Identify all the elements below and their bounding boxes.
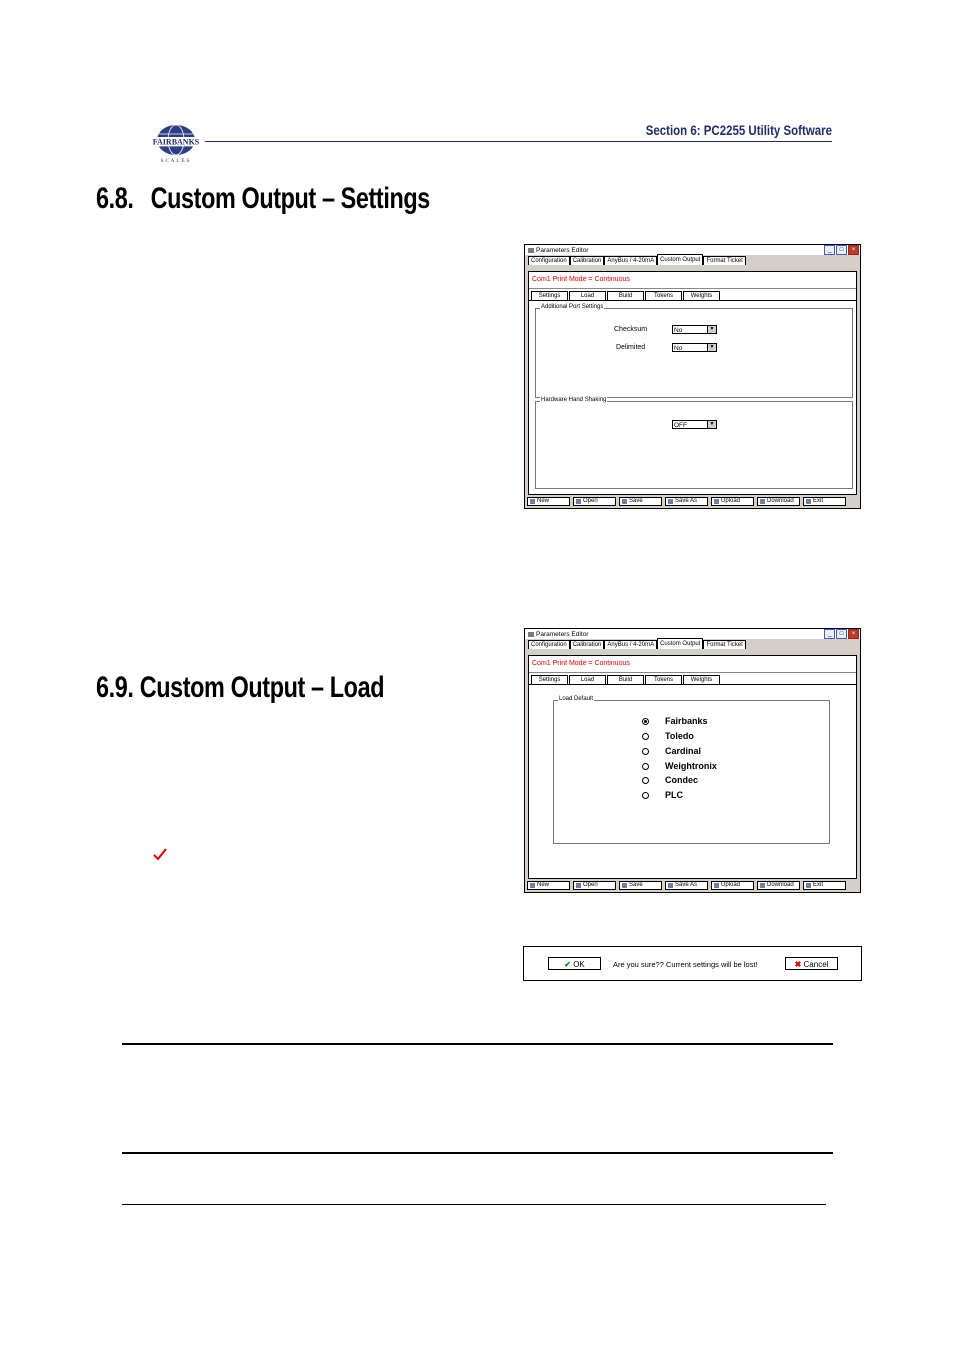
- maximize-button[interactable]: □: [836, 245, 847, 255]
- delimited-value: No: [674, 345, 683, 352]
- tab-custom-output[interactable]: Custom Output: [657, 638, 703, 649]
- header-rule: [205, 141, 832, 142]
- subtab-load[interactable]: Load: [569, 675, 606, 685]
- tab-configuration[interactable]: Configuration: [528, 256, 570, 265]
- radio-option-fairbanks[interactable]: Fairbanks: [642, 716, 708, 726]
- save-icon: [622, 883, 627, 888]
- new-button[interactable]: New: [527, 881, 570, 890]
- additional-port-settings-group: [535, 304, 853, 398]
- ok-button[interactable]: [548, 957, 601, 970]
- group-title: Load Default: [559, 696, 594, 702]
- x-icon: ✖: [794, 960, 802, 969]
- save-as-button[interactable]: Save As: [665, 497, 708, 506]
- window-title: Parameters Editor: [536, 246, 589, 254]
- rule-top: [122, 1043, 833, 1045]
- confirm-message: Are you sure?? Current settings will be lost!: [613, 960, 758, 969]
- radio-option-cardinal[interactable]: Cardinal: [642, 746, 701, 756]
- radio-icon: [642, 748, 649, 755]
- print-mode-status: Com1 Print Mode = Continuous: [532, 660, 630, 667]
- minimize-button[interactable]: _: [824, 245, 835, 255]
- section-title: Custom Output – Settings: [150, 182, 430, 215]
- exit-icon: [806, 499, 811, 504]
- download-icon: [760, 499, 765, 504]
- download-button[interactable]: Download: [757, 497, 800, 506]
- tab-custom-output[interactable]: Custom Output: [657, 254, 703, 265]
- open-icon: [576, 883, 581, 888]
- parameters-editor-window-settings: [524, 244, 861, 509]
- upload-button[interactable]: Upload: [711, 497, 754, 506]
- section-title: Custom Output – Load: [139, 671, 385, 704]
- download-icon: [760, 883, 765, 888]
- save-icon: [622, 499, 627, 504]
- new-button[interactable]: New: [527, 497, 570, 506]
- radio-icon: [642, 718, 649, 725]
- radio-icon: [642, 733, 649, 740]
- new-icon: [530, 499, 535, 504]
- exit-button[interactable]: Exit: [803, 497, 846, 506]
- svg-text:FAIRBANKS: FAIRBANKS: [152, 137, 200, 147]
- print-mode-status: Com1 Print Mode = Continuous: [532, 276, 630, 283]
- upload-icon: [714, 499, 719, 504]
- check-mark-icon: [152, 846, 168, 862]
- fairbanks-logo: [145, 124, 207, 164]
- delimited-select[interactable]: [672, 343, 717, 352]
- rule-bottom: [122, 1152, 833, 1154]
- bottom-toolbar: [525, 881, 860, 890]
- handshaking-select[interactable]: [672, 420, 717, 429]
- chevron-down-icon: ▼: [707, 421, 716, 428]
- checksum-label: Checksum: [614, 326, 648, 333]
- section-number: 6.9.: [96, 671, 134, 704]
- cancel-button[interactable]: [785, 957, 838, 970]
- main-tabs: [525, 639, 860, 649]
- divider: [529, 672, 856, 673]
- section-label: Section 6: PC2255 Utility Software: [645, 122, 832, 138]
- group-title: Hardware Hand Shaking: [541, 397, 607, 403]
- upload-icon: [714, 883, 719, 888]
- close-button[interactable]: ×: [848, 245, 859, 255]
- minimize-button[interactable]: _: [824, 629, 835, 639]
- tab-format-ticket[interactable]: Format Ticket: [703, 256, 745, 265]
- subtab-baseline: [529, 300, 856, 301]
- subtab-settings[interactable]: Settings: [531, 675, 568, 685]
- subtab-weights[interactable]: Weights: [683, 675, 720, 685]
- section-heading-load: [96, 671, 384, 705]
- custom-output-panel: [528, 271, 857, 495]
- tab-anybus[interactable]: AnyBus / 4-20mA: [604, 640, 657, 649]
- delimited-label: Delimited: [616, 344, 646, 351]
- ok-label: OK: [573, 960, 585, 969]
- subtab-settings[interactable]: Settings: [531, 291, 568, 301]
- tab-calibration[interactable]: Calibration: [570, 640, 605, 649]
- section-number: 6.8.: [96, 182, 134, 215]
- save-as-icon: [668, 883, 673, 888]
- open-icon: [576, 499, 581, 504]
- radio-icon: [642, 777, 649, 784]
- save-button[interactable]: Save: [619, 881, 662, 890]
- confirm-dialog: [523, 946, 862, 981]
- bottom-toolbar: [525, 497, 860, 506]
- app-icon: [528, 248, 534, 253]
- radio-icon: [642, 763, 649, 770]
- maximize-button[interactable]: □: [836, 629, 847, 639]
- tab-configuration[interactable]: Configuration: [528, 640, 570, 649]
- subtab-weights[interactable]: Weights: [683, 291, 720, 301]
- custom-output-panel: [528, 655, 857, 879]
- subtab-tokens[interactable]: Tokens: [645, 291, 682, 301]
- radio-icon: [642, 792, 649, 799]
- tab-format-ticket[interactable]: Format Ticket: [703, 640, 745, 649]
- chevron-down-icon: ▼: [707, 326, 716, 333]
- divider: [529, 288, 856, 289]
- save-as-icon: [668, 499, 673, 504]
- footer-rule: [122, 1204, 826, 1205]
- subtab-build[interactable]: Build: [607, 291, 644, 301]
- subtab-build[interactable]: Build: [607, 675, 644, 685]
- tab-calibration[interactable]: Calibration: [570, 256, 605, 265]
- group-title: Additional Port Settings: [541, 304, 604, 310]
- svg-text:SCALES: SCALES: [160, 159, 192, 164]
- window-title: Parameters Editor: [536, 630, 589, 638]
- checksum-value: No: [674, 327, 683, 334]
- save-button[interactable]: Save: [619, 497, 662, 506]
- app-icon: [528, 632, 534, 637]
- checksum-select[interactable]: [672, 325, 717, 334]
- chevron-down-icon: ▼: [707, 344, 716, 351]
- radio-option-plc[interactable]: PLC: [642, 790, 683, 800]
- new-icon: [530, 883, 535, 888]
- check-icon: ✔: [564, 960, 571, 969]
- handshaking-value: OFF: [674, 422, 687, 429]
- open-button[interactable]: Open: [573, 497, 616, 506]
- download-button[interactable]: Download: [757, 881, 800, 890]
- save-as-button[interactable]: Save As: [665, 881, 708, 890]
- subtab-load[interactable]: Load: [569, 291, 606, 301]
- exit-button[interactable]: Exit: [803, 881, 846, 890]
- radio-option-condec[interactable]: Condec: [642, 775, 698, 785]
- cancel-label: Cancel: [803, 960, 829, 969]
- radio-option-toledo[interactable]: Toledo: [642, 731, 694, 741]
- section-heading-settings: [96, 182, 430, 216]
- main-tabs: [525, 255, 860, 265]
- open-button[interactable]: Open: [573, 881, 616, 890]
- hardware-hand-shaking-group: [535, 397, 853, 489]
- tab-anybus[interactable]: AnyBus / 4-20mA: [604, 256, 657, 265]
- exit-icon: [806, 883, 811, 888]
- subtab-tokens[interactable]: Tokens: [645, 675, 682, 685]
- load-default-group: [553, 696, 830, 844]
- subtab-baseline: [529, 684, 856, 685]
- upload-button[interactable]: Upload: [711, 881, 754, 890]
- parameters-editor-window-load: [524, 628, 861, 893]
- radio-option-weightronix[interactable]: Weightronix: [642, 761, 717, 771]
- close-button[interactable]: ×: [848, 629, 859, 639]
